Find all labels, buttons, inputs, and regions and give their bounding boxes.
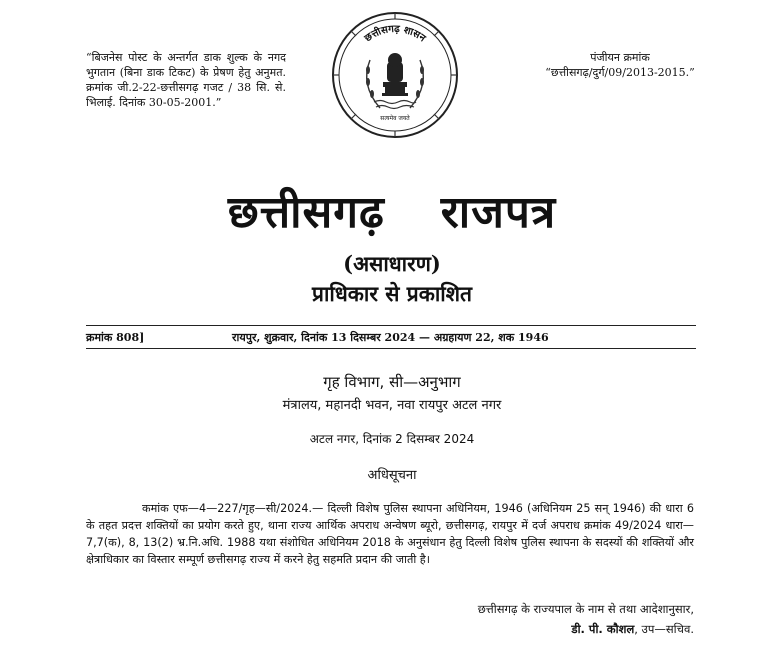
emblem-motto: सत्यमेव जयते [380,115,410,122]
notice-body [86,500,694,568]
signature-block [390,622,694,637]
department: गृह विभाग, सी—अनुभाग [323,373,461,391]
issue-date: रायपुर, शुक्रवार, दिनांक 13 दिसम्बर 2024 — अग्रहायण 22, शक 1946 [232,331,549,344]
department-address: मंत्रालय, महानदी भवन, नवा रायपुर अटल नगर [282,398,502,413]
title-right: राजपत्र [440,187,557,238]
authority-line: प्राधिकार से प्रकाशित [312,281,472,306]
state-emblem [330,10,460,140]
registration-block [520,50,720,80]
notice-date: अटल नगर, दिनांक 2 दिसम्बर 2024 [309,432,475,446]
postal-notice: “बिजनेस पोस्ट के अन्तर्गत डाक शुल्क के नगद भुगतान (बिना डाक टिकट) के प्रेषण हेतु अनुमत. क्रमांक जी.2-22-छत्तीसगढ़ गजट / 38 सि. से. भिलाई. दिनांक 30-05-2001.” [86,51,286,109]
rule-bottom [86,348,696,349]
registration-number: “छत्तीसगढ़/दुर्ग/09/2013-2015.” [545,66,695,79]
notice-body-text: कमांक एफ—4—227/गृह—सी/2024.— दिल्ली विशेष पुलिस स्थापना अधिनियम, 1946 (अधिनियम 25 सन् 1946) की धारा 6 के तहत प्रदत्त शक्तियों का प्रयोग करते हुए, थाना राज्य आर्थिक अपराध अन्वेषण ब्यूरो, छत्तीसगढ़, रायपुर में दर्ज अपराध क्रमांक 49/2024 धारा—7,7(क), 8, 13(2) भ्र.नि.अधि. 1988 यथा संशोधित अधिनियम 2018 के अनुसंधान हेतु दिल्ली विशेष पुलिस स्थापना के सदस्यों की शक्तियों और क्षेत्राधिकार का विस्तार सम्पूर्ण छत्तीसगढ़ राज्य में करने हेतु सहमति प्रदान की जाती है। [86,502,694,566]
title-left: छत्तीसगढ़ [227,187,385,238]
registration-label: पंजीयन क्रमांक [590,51,650,64]
issue-number: क्रमांक 808] [86,331,145,344]
gazette-title [0,180,784,240]
signatory-designation: , उप—सचिव. [634,622,694,636]
signatory-name: डी. पी. कौशल [571,622,635,636]
emblem-title: छत्तीसगढ़ शासन [362,23,428,45]
signature-authority: छत्तीसगढ़ के राज्यपाल के नाम से तथा आदेशानुसार, [477,602,694,616]
notice-heading: अधिसूचना [367,468,417,483]
gazette-subtitle: (असाधारण) [343,251,441,276]
rule-top [86,325,696,326]
